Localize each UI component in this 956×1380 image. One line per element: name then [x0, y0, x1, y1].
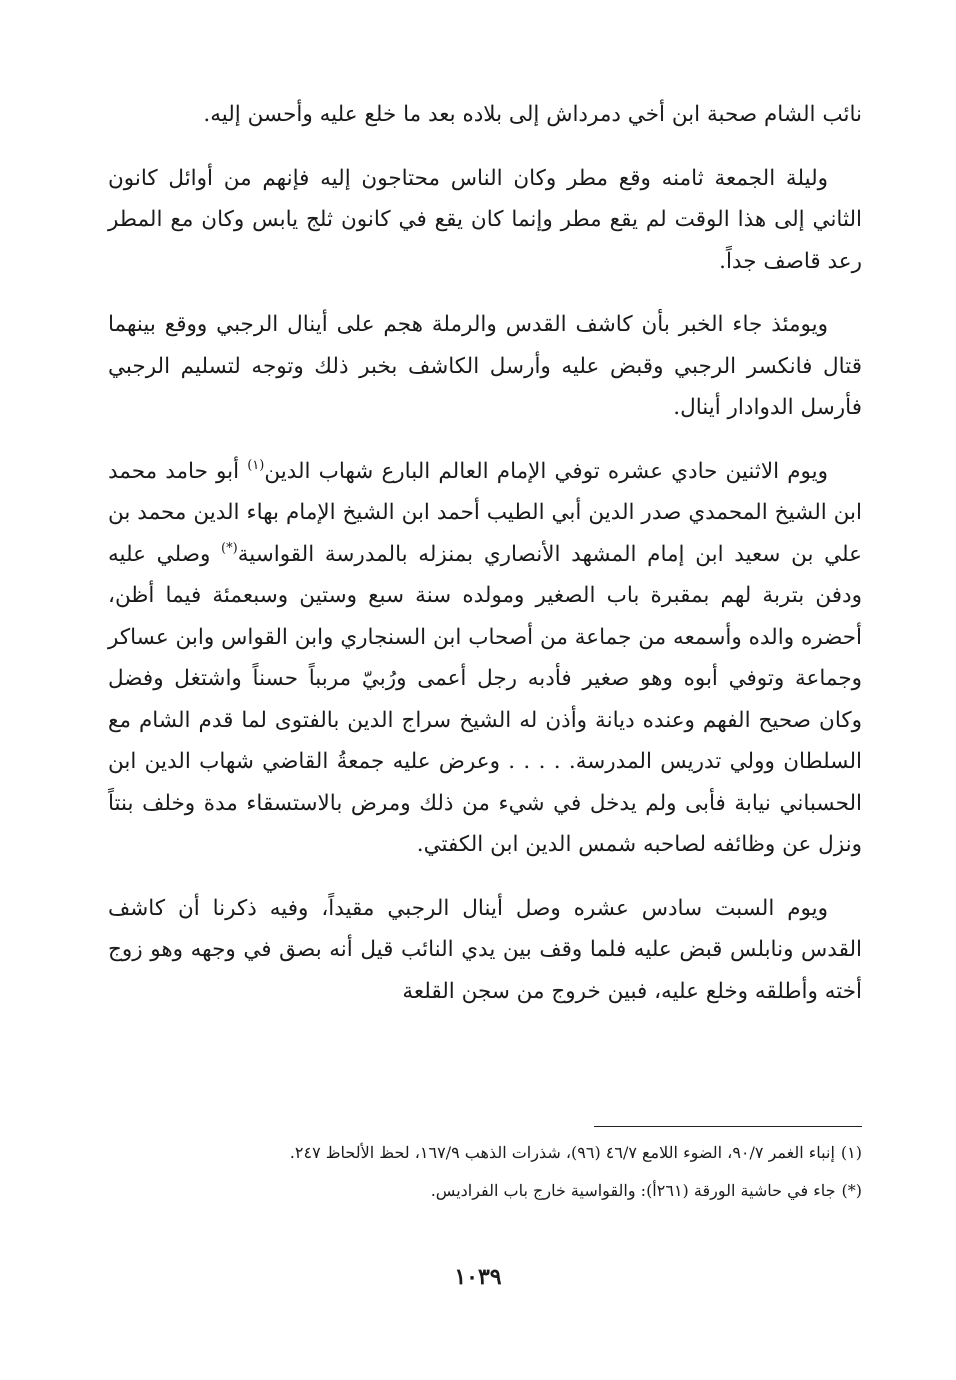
paragraph-4-text-middle: أبو حامد محمد ابن الشيخ المحمدي صدر الدين أبي الطيب أحمد ابن الشيخ الإمام بهاء الدين محمد بن علي بن سعيد ابن إمام المشهد الأنصاري بمنزله بالمدرسة القواسية	[108, 458, 863, 567]
paragraph-4	[108, 451, 862, 866]
paragraph-4-text-before: ويوم الاثنين حادي عشره توفي الإمام العالم البارع شهاب الدين	[264, 458, 828, 484]
footnote-star-text: جاء في حاشية الورقة (٢٦١أ): والقواسية خارج باب الفراديس.	[430, 1181, 836, 1200]
paragraph-1: نائب الشام صحبة ابن أخي دمرداش إلى بلاده بعد ما خلع عليه وأحسن إليه.	[203, 102, 862, 127]
footnote-star	[108, 1176, 862, 1206]
footnote-star-marker: (*)	[841, 1181, 862, 1200]
footnote-ref-1: (١)	[247, 457, 265, 473]
main-text	[108, 94, 862, 1012]
footnotes	[108, 1138, 862, 1214]
paragraph-5: ويوم السبت سادس عشره وصل أينال الرجبي مقيداً، وفيه ذكرنا أن كاشف القدس ونابلس قبض عليه فلما وقف بين يدي النائب قيل أنه بصق في وجهه وهو زوج أخته وأطلقه وخلع عليه، فبين خروج من سجن القلعة	[108, 895, 862, 1004]
paragraph-4-text-after: وصلي عليه ودفن بتربة لهم بمقبرة باب الصغير ومولده سنة سبع وستين وسبعمئة فيما أظن، أحضره والده وأسمعه من جماعة من أصحاب ابن السنجاري وابن القواس وابن عساكر وجماعة وتوفي أبوه وهو صغير فأدبه رجل أعمى ورُبيّ مربباً حسناً واشتغل وفضل وكان صحيح الفهم وعنده ديانة وأذن له الشيخ سراج الدين بالفتوى لما قدم الشام مع السلطان وولي تدريس المدرسة. . . . . وعرض عليه جمعةُ القاضي شهاب الدين ابن الحسباني نيابة فأبى ولم يدخل في شيء من ذلك ومرض بالاستسقاء مدة وخلف بنتاً ونزل عن وظائفه لصاحبه شمس الدين ابن الكفتي.	[108, 541, 862, 857]
footnote-1-text: إنباء الغمر ٩٠/٧، الضوء اللامع ٤٦/٧ (٩٦)، شذرات الذهب ١٦٧/٩، لحظ الألحاظ ٢٤٧.	[289, 1143, 835, 1162]
page-number: ١٠٣٩	[454, 1264, 502, 1290]
footnote-ref-star: (*)	[221, 540, 238, 556]
footnote-1-marker: (١)	[840, 1143, 862, 1162]
paragraph-2: وليلة الجمعة ثامنه وقع مطر وكان الناس محتاجون إليه فإنهم من أوائل كانون الثاني إلى هذا الوقت لم يقع مطر وإنما كان يقع في كانون ثلج يابس وكان مع المطر رعد قاصف جداً.	[108, 165, 862, 274]
footnote-1	[108, 1138, 862, 1168]
footnote-divider	[594, 1126, 862, 1127]
paragraph-3: ويومئذ جاء الخبر بأن كاشف القدس والرملة هجم على أينال الرجبي ووقع بينهما قتال فانكسر الرجبي وقبض عليه وأرسل الكاشف بخبر ذلك وتوجه لتسليم الرجبي فأرسل الدوادار أينال.	[108, 312, 862, 420]
